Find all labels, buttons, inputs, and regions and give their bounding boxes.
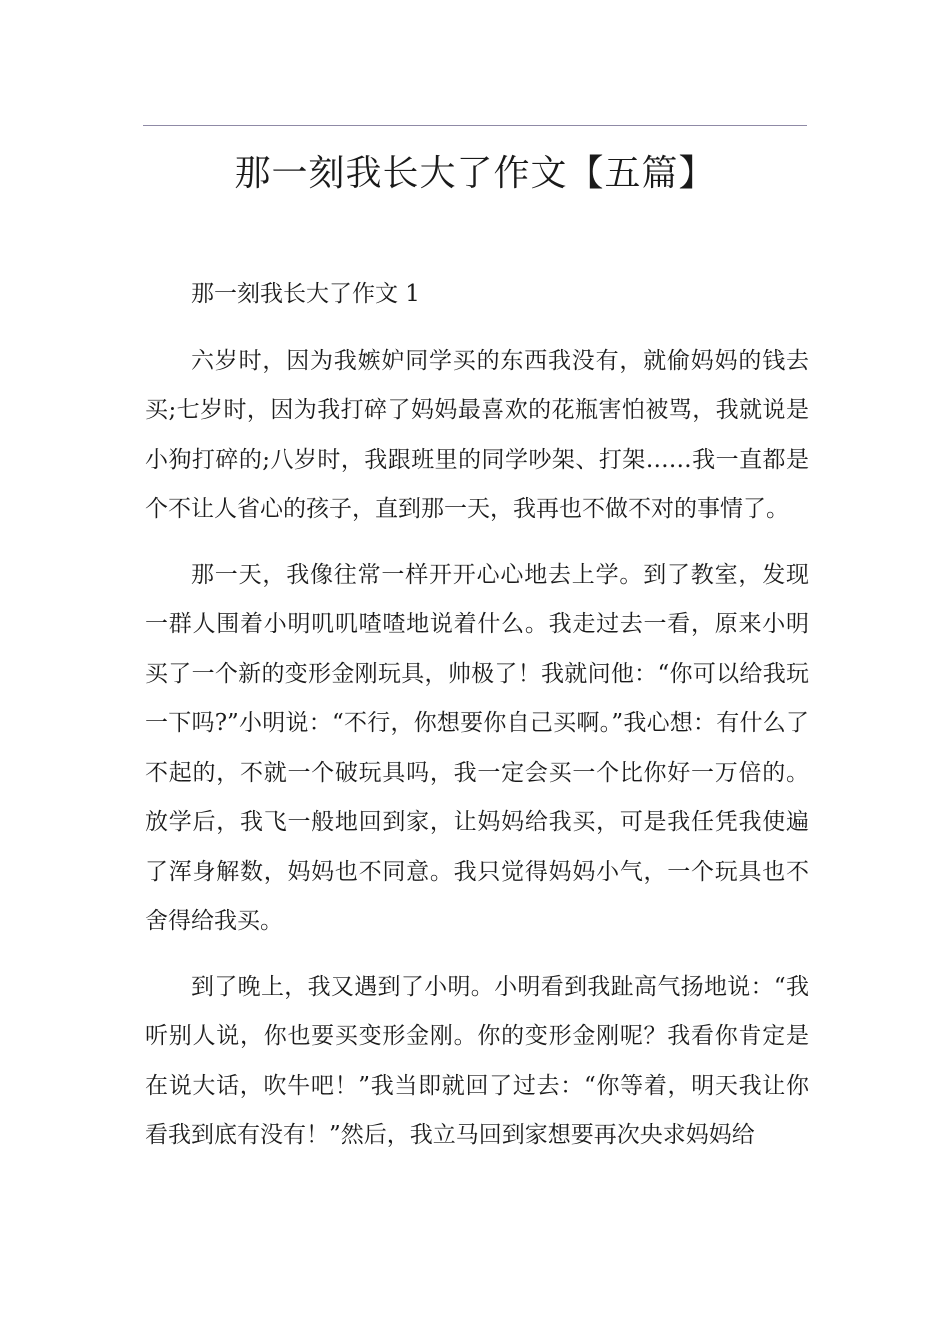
paragraph-3: 到了晚上，我又遇到了小明。小明看到我趾高气扬地说：“我听别人说，你也要买变形金刚。你的变形金刚呢？我看你肯定是在说大话，吹牛吧！”我当即就回了过去：“你等着，明天我让你看我到底有没有！”然后，我立马回到家想要再次央求妈妈给 xyxy=(145,973,809,1148)
document-body xyxy=(145,270,809,1177)
paragraph-1: 六岁时，因为我嫉妒同学买的东西我没有，就偷妈妈的钱去买;七岁时，因为我打碎了妈妈最喜欢的花瓶害怕被骂，我就说是小狗打碎的;八岁时，我跟班里的同学吵架、打架……我一直都是个不让人省心的孩子，直到那一天，我再也不做不对的事情了。 xyxy=(145,347,809,522)
header-rule xyxy=(143,125,807,126)
paragraph-2: 那一天，我像往常一样开开心心地去上学。到了教室，发现一群人围着小明叽叽喳喳地说着什么。我走过去一看，原来小明买了一个新的变形金刚玩具，帅极了！我就问他：“你可以给我玩一下吗?”小明说：“不行，你想要你自己买啊。”我心想：有什么了不起的，不就一个破玩具吗，我一定会买一个比你好一万倍的。放学后，我飞一般地回到家，让妈妈给我买，可是我任凭我使遍了浑身解数，妈妈也不同意。我只觉得妈妈小气，一个玩具也不舍得给我买。 xyxy=(145,561,809,934)
section-heading: 那一刻我长大了作文 1 xyxy=(191,281,420,307)
document-title: 那一刻我长大了作文【五篇】 xyxy=(234,153,716,194)
